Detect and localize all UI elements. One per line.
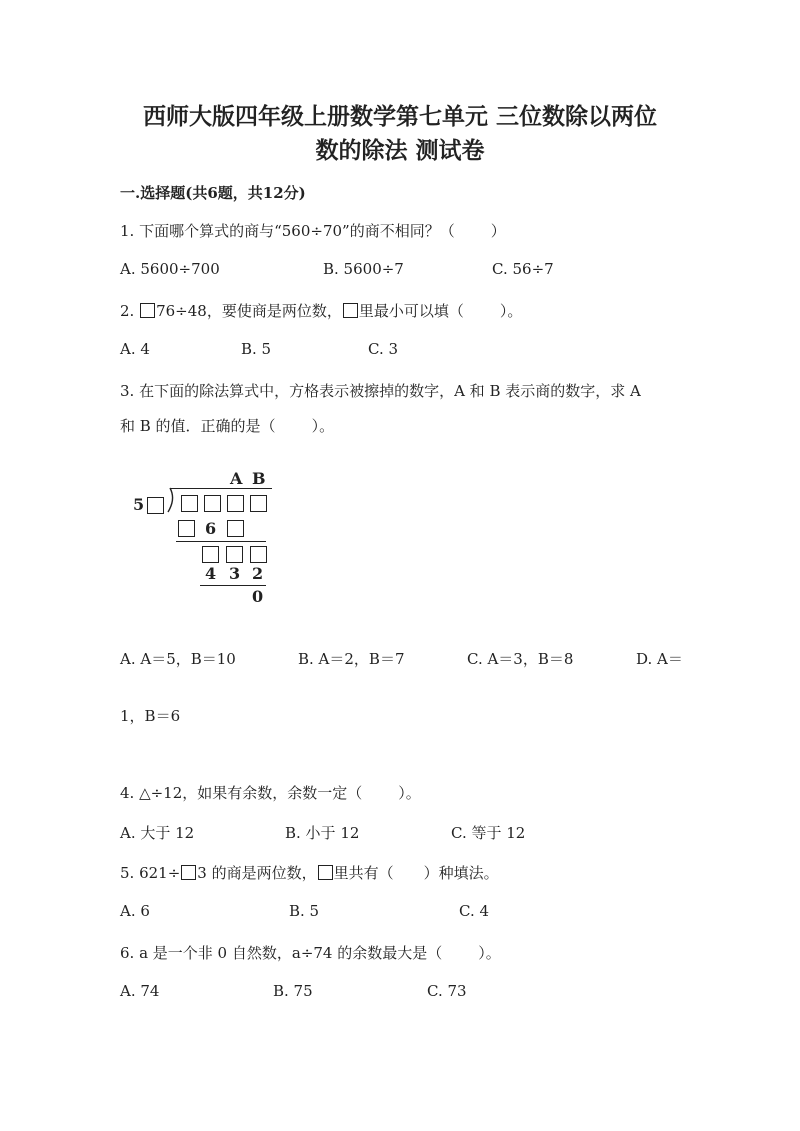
question-2-prefix: 2. <box>120 302 140 320</box>
question-6-option-c: C. 73 <box>427 982 467 1000</box>
blank-square-icon <box>178 520 195 537</box>
question-2-option-b: B. 5 <box>241 340 272 358</box>
page-title-line-1: 西师大版四年级上册数学第七单元 三位数除以两位 <box>142 103 657 130</box>
row-4-digit-1: 4 <box>205 564 217 583</box>
question-2 <box>120 300 522 321</box>
division-bar <box>170 488 272 489</box>
question-1-text: 1. 下面哪个算式的商与“560÷70”的商不相同？（ <box>120 222 455 240</box>
question-5-option-b: B. 5 <box>289 902 320 920</box>
question-3-option-a: A. A＝5，B＝10 <box>120 650 236 668</box>
blank-square-icon <box>181 865 196 880</box>
section-heading: 一.选择题(共6题，共12分) <box>120 184 306 202</box>
question-6-option-b: B. 75 <box>273 982 313 1000</box>
question-3-text: 和 B 的值．正确的是（ <box>120 417 276 435</box>
question-5-text-3: 里共有（ <box>333 864 394 882</box>
row-2-digit: 6 <box>205 519 217 538</box>
question-5-text: 5. 621÷ <box>120 864 181 882</box>
blank-square-icon <box>202 546 219 563</box>
blank-square-icon <box>204 495 221 512</box>
question-3-option-c: C. A＝3，B＝8 <box>467 650 574 668</box>
blank-square-icon <box>226 546 243 563</box>
question-4-option-b: B. 小于 12 <box>285 824 360 842</box>
remainder-digit: 0 <box>252 587 264 606</box>
blank-square-icon <box>318 865 333 880</box>
question-5-text-2: 3 的商是两位数， <box>197 864 317 882</box>
question-5 <box>120 862 499 883</box>
quotient-digit-b: B <box>252 469 266 488</box>
question-4-text: 4. △÷12，如果有余数，余数一定（ <box>120 784 363 802</box>
question-4-option-a: A. 大于 12 <box>120 824 195 842</box>
quotient-digit-a: A <box>230 469 243 488</box>
blank-square-icon <box>250 495 267 512</box>
question-2-option-a: A. 4 <box>120 340 150 358</box>
blank-square-icon <box>227 495 244 512</box>
question-6-tail: ）。 <box>478 944 501 962</box>
blank-square-icon <box>343 303 358 318</box>
question-5-option-c: C. 4 <box>459 902 490 920</box>
blank-square-icon <box>250 546 267 563</box>
row-4-digit-3: 2 <box>252 564 264 583</box>
question-2-option-c: C. 3 <box>368 340 399 358</box>
blank-square-icon <box>181 495 198 512</box>
question-3-line-1: 3. 在下面的除法算式中，方格表示被擦掉的数字，A 和 B 表示商的数字，求 A <box>120 382 641 400</box>
question-1 <box>120 220 506 241</box>
divisor-digit: 5 <box>133 495 145 514</box>
question-1-tail: ） <box>490 222 506 240</box>
page-title-line-2: 数的除法 测试卷 <box>315 137 485 164</box>
question-3-option-d: D. A＝ <box>636 650 683 668</box>
blank-square-icon <box>140 303 155 318</box>
row-4-digit-2: 3 <box>229 564 241 583</box>
question-3-option-b: B. A＝2，B＝7 <box>298 650 405 668</box>
question-4 <box>120 782 421 803</box>
question-1-option-a: A. 5600÷700 <box>120 260 220 278</box>
question-2-text-2: 里最小可以填（ <box>358 302 464 320</box>
question-1-option-c: C. 56÷7 <box>492 260 554 278</box>
question-2-text: 76÷48，要使商是两位数， <box>156 302 342 320</box>
question-4-tail: ）。 <box>398 784 421 802</box>
subtraction-line <box>200 585 266 586</box>
question-5-option-a: A. 6 <box>120 902 150 920</box>
question-3-tail: ）。 <box>311 417 335 435</box>
question-4-option-c: C. 等于 12 <box>451 824 526 842</box>
question-6-text: 6. a 是一个非 0 自然数，a÷74 的余数最大是（ <box>120 944 443 962</box>
question-5-tail: ）种填法。 <box>423 864 499 882</box>
question-6-option-a: A. 74 <box>120 982 160 1000</box>
question-3-line-2 <box>120 415 334 436</box>
question-1-option-b: B. 5600÷7 <box>323 260 404 278</box>
blank-square-icon <box>147 497 164 514</box>
question-6 <box>120 942 501 963</box>
long-division-figure <box>130 468 280 608</box>
question-2-tail: ）。 <box>499 302 523 320</box>
subtraction-line <box>176 541 266 542</box>
question-3-option-d-wrap: 1，B＝6 <box>120 707 181 725</box>
blank-square-icon <box>227 520 244 537</box>
division-bracket-icon <box>164 487 178 513</box>
